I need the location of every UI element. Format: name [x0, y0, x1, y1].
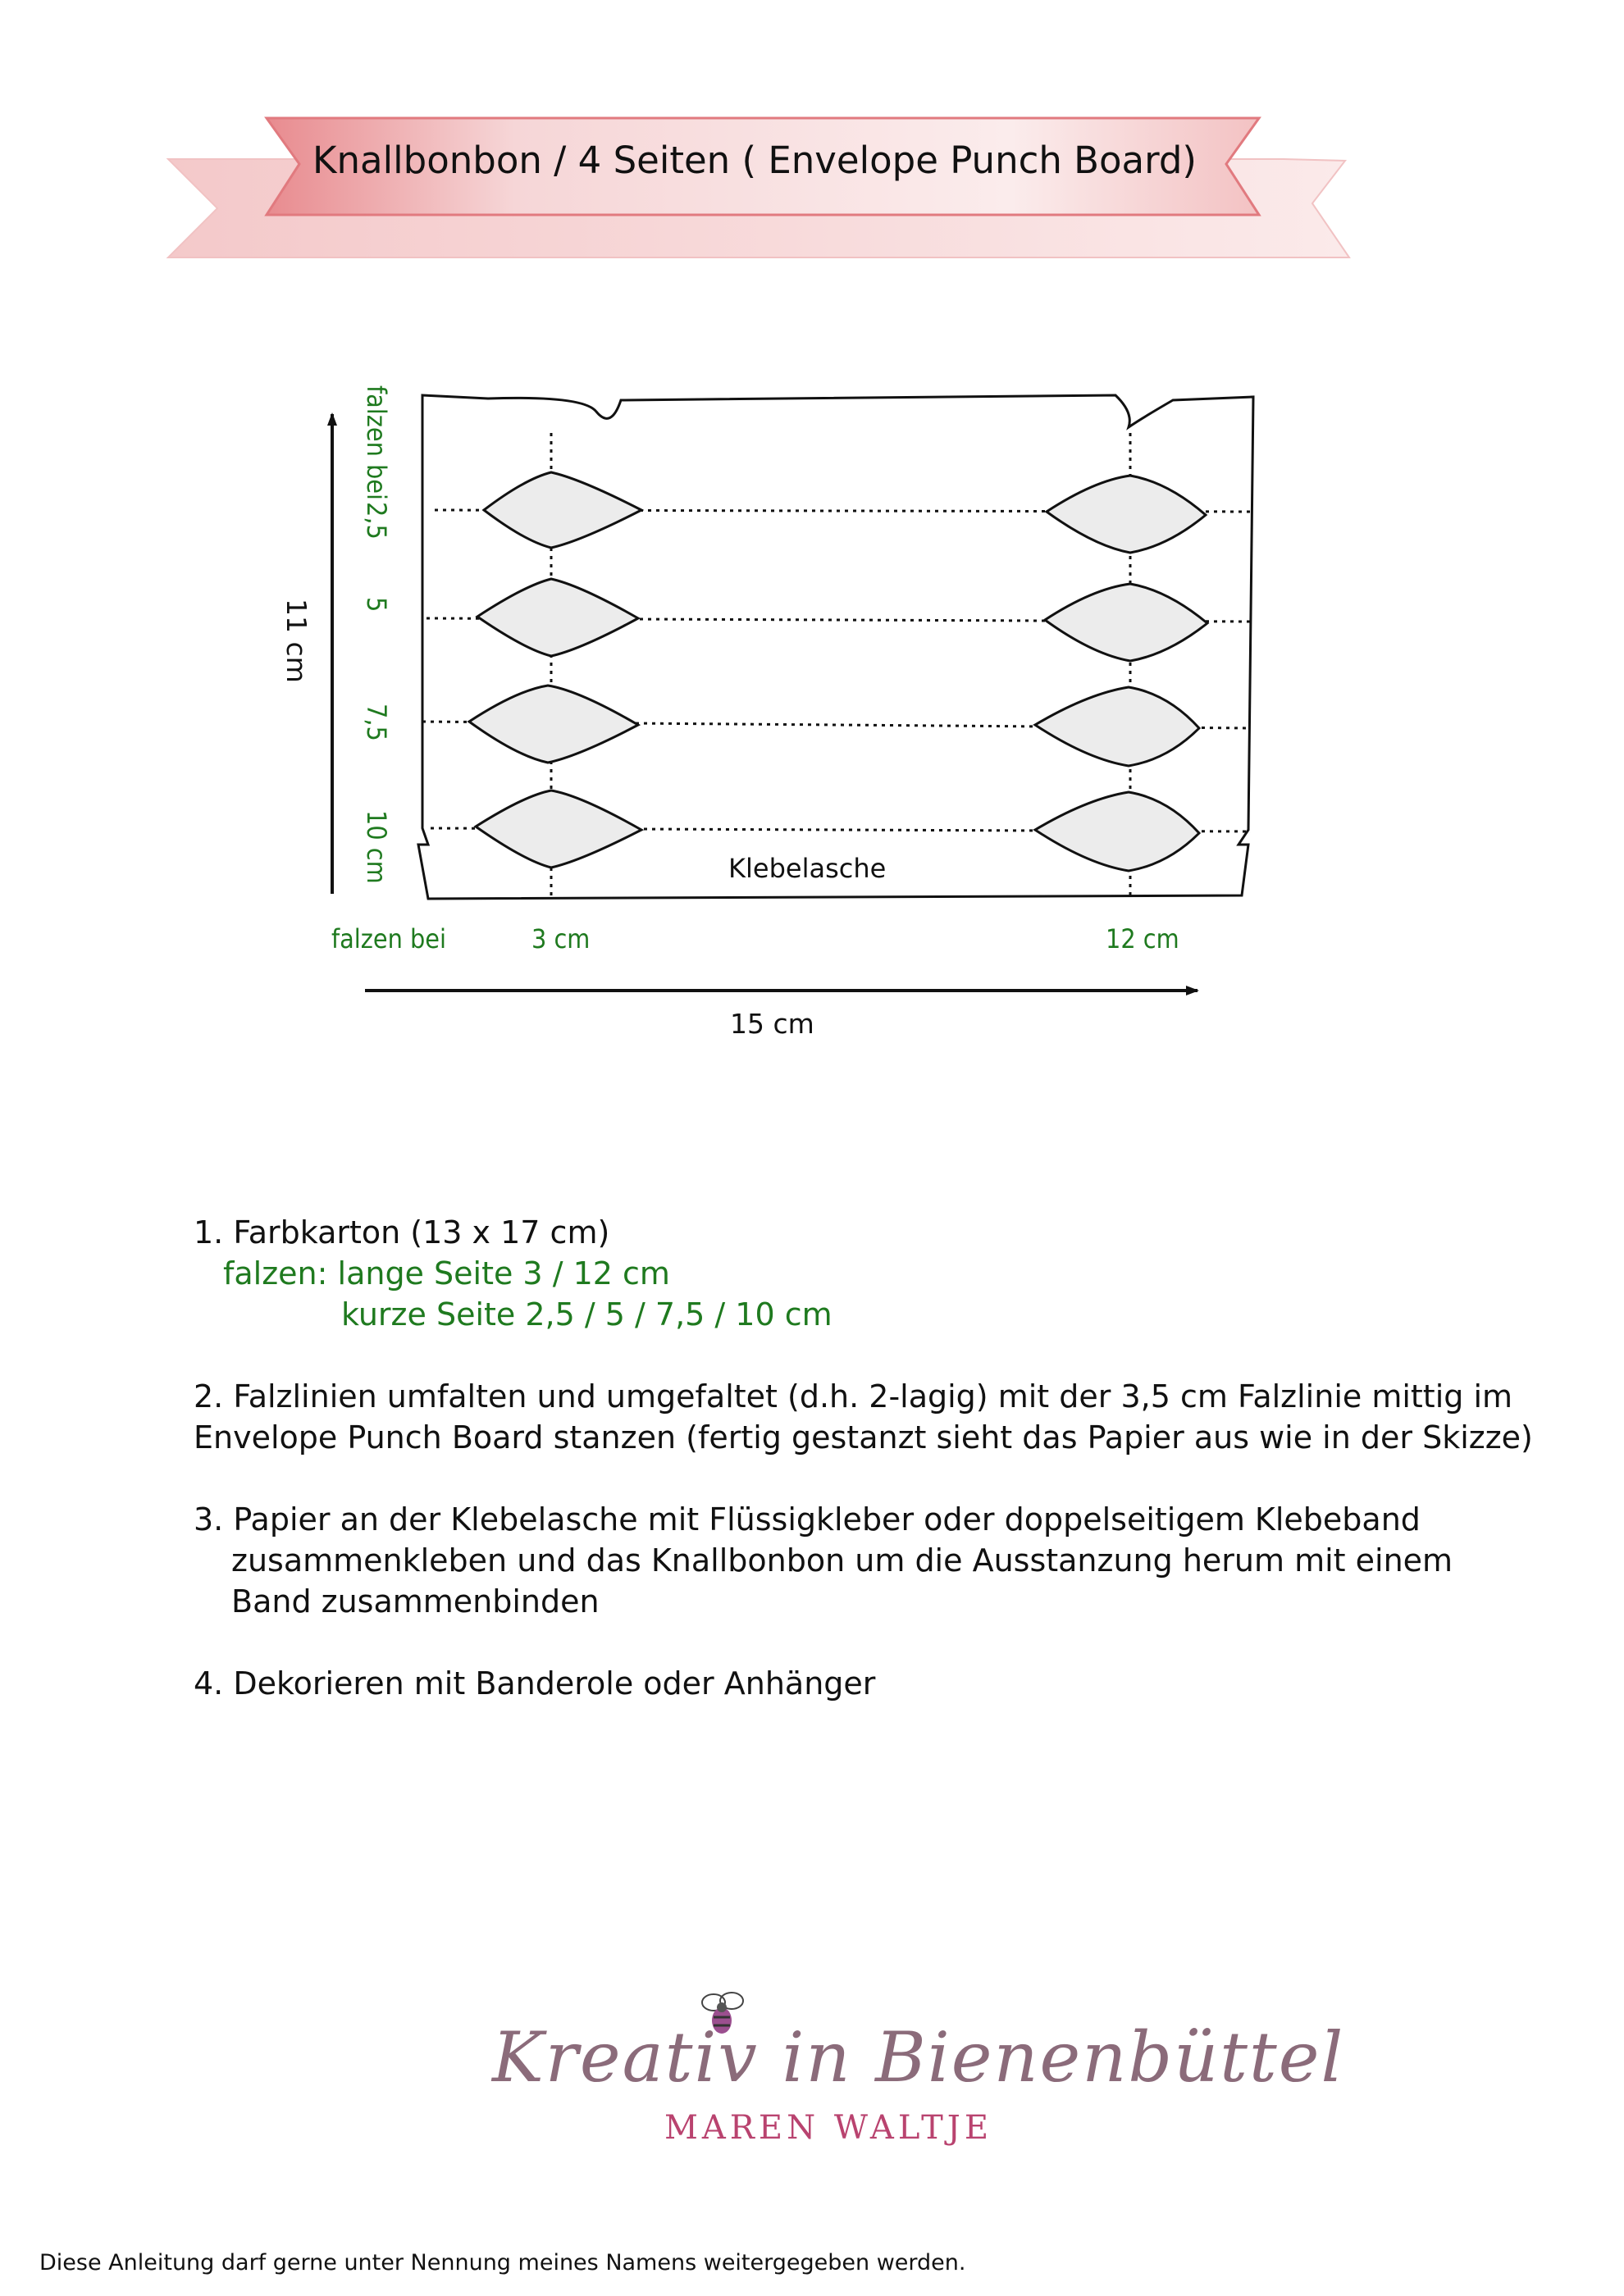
punch-shapes-right [1035, 476, 1207, 871]
envelope-template-svg [0, 344, 1624, 1082]
punch-shapes-left [469, 472, 641, 868]
glue-tab-label: Klebelasche [728, 853, 887, 884]
vertical-fold-7-5: 7,5 [361, 704, 392, 741]
step-1-text: 1. Farbkarton (13 x 17 cm) [194, 1214, 610, 1250]
step-4 [194, 1663, 1539, 1704]
step-3 [194, 1499, 1539, 1622]
instructions [194, 1212, 1539, 1745]
vertical-fold-10: 10 cm [361, 810, 392, 884]
step-1-fold-short: kurze Seite 2,5 / 5 / 7,5 / 10 cm [341, 1296, 833, 1332]
step-1-fold-long: falzen: lange Seite 3 / 12 cm [223, 1255, 670, 1292]
logo-script-text: Kreativ in Bienenbüttel [492, 2017, 1345, 2098]
brand-logo [492, 1984, 1345, 2165]
step-3-text: 3. Papier an der Klebelasche mit Flüssigkleber oder doppelseitigem Klebeband zusammenkleben und das Knallbonbon um die Ausstanzung herum mit einem Band zusammenbinden [194, 1501, 1453, 1620]
vertical-fold-title: falzen bei [361, 385, 392, 500]
vertical-dimension-label: 11 cm [281, 599, 312, 683]
title-banner [0, 0, 1624, 279]
horizontal-fold-title: falzen bei [331, 923, 446, 954]
step-2-text: 2. Falzlinien umfalten und umgefaltet (d.h. 2-lagig) mit der 3,5 cm Falzlinie mittig im Envelope Punch Board stanzen (fertig gestanzt sieht das Papier aus wie in der Skizze) [194, 1378, 1533, 1456]
horizontal-fold-12cm: 12 cm [1106, 923, 1179, 954]
vertical-fold-5: 5 [361, 597, 392, 613]
template-diagram [0, 344, 1624, 1082]
horizontal-fold-3cm: 3 cm [531, 923, 591, 954]
footer-note: Diese Anleitung darf gerne unter Nennung meines Namens weitergegeben werden. [39, 2250, 966, 2276]
vertical-fold-2-5: 2,5 [361, 502, 392, 540]
page-title: Knallbonbon / 4 Seiten ( Envelope Punch Board) [312, 138, 1197, 182]
logo-name: MAREN WALTJE [664, 2109, 993, 2147]
horizontal-dimension-label: 15 cm [730, 1008, 814, 1040]
step-4-text: 4. Dekorieren mit Banderole oder Anhänger [194, 1665, 876, 1702]
step-1 [194, 1212, 1539, 1335]
step-2 [194, 1376, 1539, 1458]
